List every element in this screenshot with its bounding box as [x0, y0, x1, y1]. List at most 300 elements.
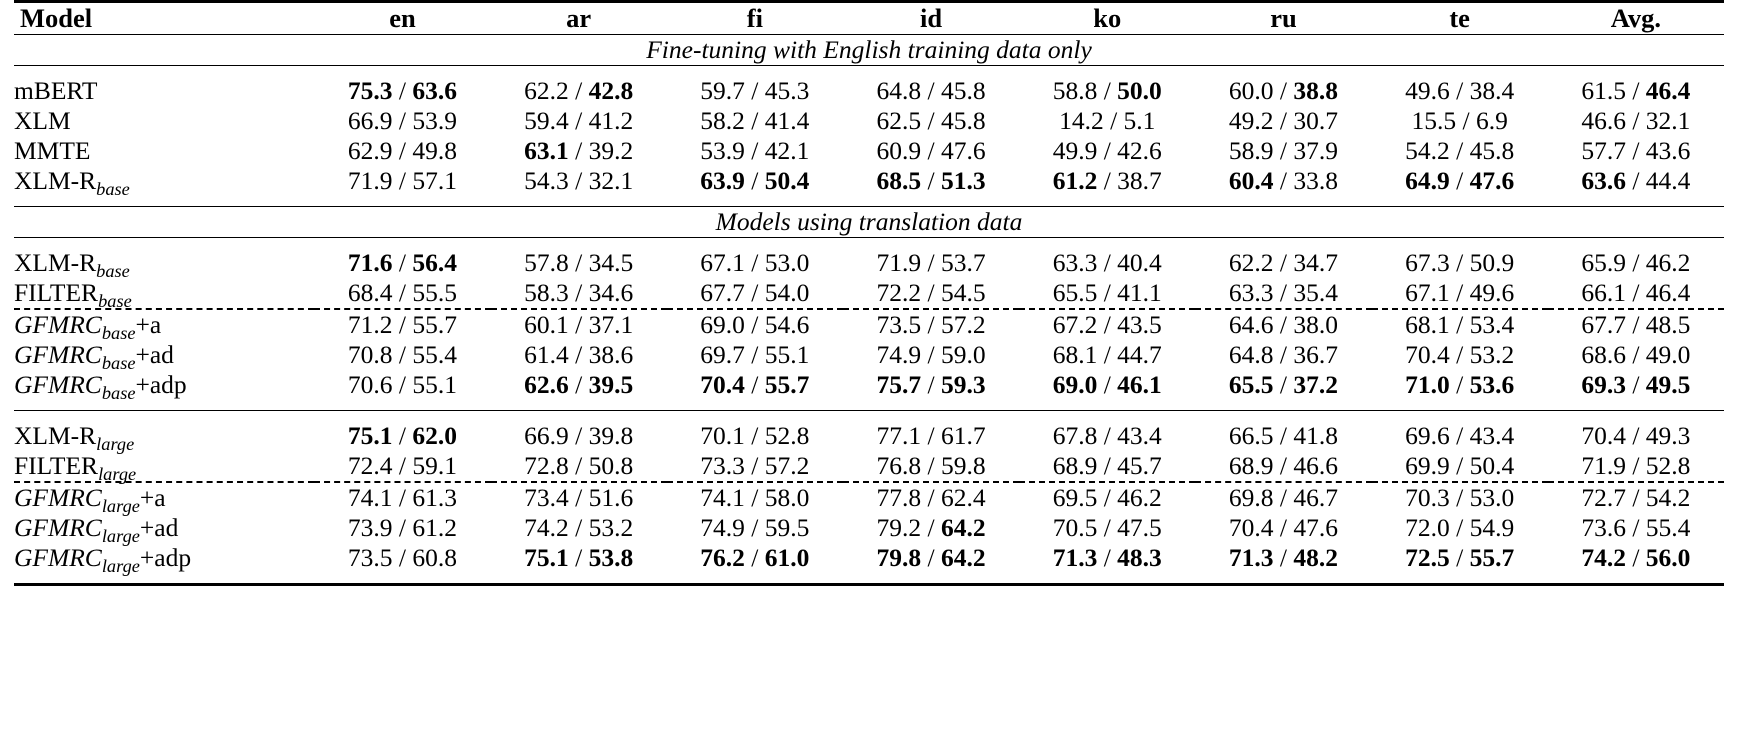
- model-name-cell: [14, 340, 314, 373]
- em-score: 42.8: [588, 76, 634, 105]
- f1-score: 61.4: [524, 340, 569, 369]
- score-separator: /: [744, 340, 765, 369]
- model-base-name: FILTER: [14, 451, 99, 480]
- em-score: 53.2: [588, 513, 634, 542]
- score-cell: [1372, 309, 1548, 340]
- f1-score: 79.2: [876, 513, 922, 542]
- score-separator: /: [744, 310, 765, 339]
- f1-score: 73.6: [1581, 513, 1626, 542]
- score-cell: [314, 166, 490, 196]
- em-score: 46.4: [1645, 76, 1691, 105]
- model-size-subscript: base: [101, 382, 136, 403]
- score-separator: /: [568, 136, 589, 165]
- em-score: 32.1: [588, 166, 634, 195]
- row-gap: [14, 400, 1724, 411]
- score-separator: /: [392, 248, 413, 277]
- f1-score: 72.7: [1581, 483, 1626, 512]
- em-score: 48.5: [1645, 310, 1691, 339]
- f1-score: 75.1: [524, 543, 569, 572]
- score-separator: /: [744, 136, 765, 165]
- model-variant-suffix: +adp: [135, 370, 187, 399]
- table-row: [14, 76, 1724, 106]
- score-separator: /: [744, 370, 765, 399]
- model-variant-suffix: +a: [135, 310, 162, 339]
- score-cell: [667, 340, 843, 370]
- em-score: 59.0: [940, 340, 986, 369]
- section-title: Fine-tuning with English training data only: [646, 35, 1092, 64]
- f1-score: 66.9: [524, 421, 569, 450]
- em-score: 34.5: [588, 248, 634, 277]
- em-score: 42.1: [764, 136, 810, 165]
- em-score: 46.7: [1293, 483, 1338, 512]
- f1-score: 71.9: [1581, 451, 1626, 480]
- score-cell: [491, 513, 667, 543]
- score-cell: [1372, 421, 1548, 451]
- em-score: 61.0: [764, 543, 810, 572]
- em-score: 58.0: [764, 483, 810, 512]
- score-cell: [667, 136, 843, 166]
- model-size-subscript: base: [101, 322, 136, 343]
- em-score: 35.4: [1293, 278, 1338, 307]
- score-cell: [843, 370, 1019, 400]
- em-score: 59.1: [412, 451, 457, 480]
- score-separator: /: [1625, 166, 1646, 195]
- table-row: [14, 513, 1724, 543]
- f1-score: 66.1: [1581, 278, 1626, 307]
- f1-score: 75.7: [876, 370, 922, 399]
- em-score: 53.7: [940, 248, 986, 277]
- score-separator: /: [1273, 278, 1294, 307]
- score-separator: /: [921, 136, 941, 165]
- score-cell: [667, 513, 843, 543]
- score-cell: [491, 309, 667, 340]
- f1-score: 73.3: [700, 451, 745, 480]
- f1-score: 60.4: [1228, 166, 1274, 195]
- score-separator: /: [921, 278, 941, 307]
- f1-score: 72.4: [347, 451, 393, 480]
- em-score: 48.2: [1293, 543, 1338, 572]
- model-name-cell: [14, 451, 314, 482]
- score-separator: /: [392, 451, 413, 480]
- em-score: 46.6: [1293, 451, 1338, 480]
- em-score: 33.8: [1293, 166, 1338, 195]
- model-base-name: GFMRC: [14, 543, 102, 572]
- f1-score: 64.8: [876, 76, 922, 105]
- results-table: [14, 0, 1724, 586]
- score-separator: /: [1625, 76, 1646, 105]
- f1-score: 68.1: [1405, 310, 1450, 339]
- f1-score: 57.8: [524, 248, 569, 277]
- score-cell: [1195, 136, 1371, 166]
- em-score: 34.6: [588, 278, 634, 307]
- score-separator: /: [1449, 310, 1470, 339]
- em-score: 30.7: [1293, 106, 1338, 135]
- em-score: 46.2: [1645, 248, 1691, 277]
- score-separator: /: [1449, 513, 1470, 542]
- em-score: 39.8: [588, 421, 634, 450]
- score-separator: /: [392, 136, 413, 165]
- f1-score: 71.6: [347, 248, 393, 277]
- f1-score: 61.2: [1052, 166, 1098, 195]
- score-separator: /: [744, 248, 765, 277]
- f1-score: 68.9: [1052, 451, 1098, 480]
- f1-score: 70.4: [1581, 421, 1626, 450]
- em-score: 57.1: [412, 166, 457, 195]
- score-cell: [1019, 340, 1195, 370]
- em-score: 47.6: [1293, 513, 1338, 542]
- score-separator: /: [392, 106, 413, 135]
- f1-score: 71.3: [1228, 543, 1274, 572]
- table-body: [14, 2, 1724, 587]
- model-base-name: XLM: [14, 106, 71, 135]
- em-score: 50.9: [1469, 248, 1515, 277]
- em-score: 43.6: [1645, 136, 1691, 165]
- score-separator: /: [1449, 248, 1470, 277]
- score-separator: /: [921, 483, 941, 512]
- f1-score: 67.2: [1052, 310, 1098, 339]
- em-score: 39.2: [588, 136, 634, 165]
- em-score: 53.6: [1469, 370, 1515, 399]
- f1-score: 62.6: [524, 370, 569, 399]
- f1-score: 75.1: [347, 421, 393, 450]
- model-name-cell: [14, 278, 314, 309]
- f1-score: 49.9: [1052, 136, 1098, 165]
- score-separator: /: [921, 248, 941, 277]
- row-gap-cell: [14, 400, 1724, 411]
- table-row: [14, 166, 1724, 196]
- score-separator: /: [392, 76, 413, 105]
- score-separator: /: [1097, 310, 1118, 339]
- em-score: 40.4: [1117, 248, 1162, 277]
- f1-score: 68.4: [347, 278, 393, 307]
- score-cell: [1195, 309, 1371, 340]
- f1-score: 75.3: [347, 76, 393, 105]
- f1-score: 62.2: [524, 76, 569, 105]
- score-cell: [667, 370, 843, 400]
- score-cell: [843, 421, 1019, 451]
- score-cell: [314, 370, 490, 400]
- score-separator: /: [568, 421, 589, 450]
- em-score: 63.6: [412, 76, 457, 105]
- score-cell: [491, 248, 667, 278]
- em-score: 59.5: [764, 513, 810, 542]
- score-separator: /: [1625, 513, 1646, 542]
- score-cell: [1372, 136, 1548, 166]
- score-separator: /: [1097, 166, 1118, 195]
- score-separator: /: [744, 166, 765, 195]
- f1-score: 77.8: [876, 483, 922, 512]
- em-score: 50.8: [588, 451, 634, 480]
- f1-score: 72.2: [876, 278, 922, 307]
- score-separator: /: [392, 278, 413, 307]
- score-cell: [843, 76, 1019, 106]
- f1-score: 68.1: [1052, 340, 1098, 369]
- f1-score: 67.7: [1581, 310, 1626, 339]
- score-separator: /: [1273, 310, 1294, 339]
- score-separator: /: [1625, 310, 1646, 339]
- f1-score: 65.5: [1228, 370, 1274, 399]
- f1-score: 70.3: [1405, 483, 1450, 512]
- f1-score: 72.8: [524, 451, 569, 480]
- f1-score: 69.0: [700, 310, 745, 339]
- column-header-ko: ko: [1093, 3, 1122, 33]
- em-score: 49.3: [1645, 421, 1691, 450]
- f1-score: 14.2: [1059, 106, 1104, 135]
- score-cell: [1019, 76, 1195, 106]
- f1-score: 63.1: [524, 136, 569, 165]
- score-separator: /: [1097, 340, 1118, 369]
- score-cell: [1548, 451, 1724, 482]
- em-score: 42.6: [1117, 136, 1162, 165]
- score-cell: [843, 309, 1019, 340]
- f1-score: 62.2: [1228, 248, 1274, 277]
- model-size-subscript: large: [101, 525, 140, 546]
- row-gap-cell: [14, 573, 1724, 585]
- score-cell: [491, 370, 667, 400]
- score-separator: /: [921, 166, 941, 195]
- f1-score: 74.1: [700, 483, 745, 512]
- f1-score: 67.7: [700, 278, 745, 307]
- em-score: 43.4: [1469, 421, 1515, 450]
- em-score: 64.2: [940, 543, 986, 572]
- em-score: 38.8: [1293, 76, 1338, 105]
- score-cell: [1019, 309, 1195, 340]
- score-separator: /: [568, 513, 589, 542]
- score-separator: /: [1273, 106, 1294, 135]
- score-cell: [1019, 543, 1195, 573]
- score-separator: /: [1625, 248, 1646, 277]
- em-score: 52.8: [1645, 451, 1691, 480]
- em-score: 57.2: [764, 451, 810, 480]
- f1-score: 64.9: [1405, 166, 1450, 195]
- score-separator: /: [1449, 543, 1470, 572]
- score-cell: [843, 248, 1019, 278]
- score-cell: [1195, 278, 1371, 309]
- model-variant-suffix: +adp: [139, 543, 192, 572]
- score-separator: /: [744, 106, 765, 135]
- score-separator: /: [1103, 106, 1124, 135]
- model-variant-suffix: +ad: [139, 513, 179, 542]
- f1-score: 53.9: [700, 136, 745, 165]
- model-name-cell: [14, 106, 314, 136]
- f1-score: 69.5: [1052, 483, 1098, 512]
- model-base-name: XLM-R: [14, 421, 97, 450]
- em-score: 55.7: [1469, 543, 1515, 572]
- section-title-row: [14, 207, 1724, 238]
- column-header-model: Model: [20, 3, 93, 33]
- score-separator: /: [1097, 513, 1118, 542]
- em-score: 49.5: [1645, 370, 1691, 399]
- em-score: 60.8: [412, 543, 457, 572]
- f1-score: 15.5: [1411, 106, 1457, 135]
- em-score: 53.9: [412, 106, 457, 135]
- f1-score: 63.9: [700, 166, 745, 195]
- em-score: 53.2: [1469, 340, 1515, 369]
- score-cell: [1195, 340, 1371, 370]
- score-separator: /: [1097, 370, 1118, 399]
- f1-score: 58.3: [524, 278, 569, 307]
- score-cell: [1548, 482, 1724, 513]
- f1-score: 69.7: [700, 340, 745, 369]
- em-score: 49.6: [1469, 278, 1515, 307]
- f1-score: 67.8: [1052, 421, 1098, 450]
- row-gap-cell: [14, 196, 1724, 207]
- score-separator: /: [744, 421, 765, 450]
- score-separator: /: [568, 248, 589, 277]
- score-cell: [1548, 106, 1724, 136]
- score-separator: /: [568, 451, 589, 480]
- em-score: 41.2: [588, 106, 634, 135]
- model-base-name: FILTER: [14, 278, 99, 307]
- score-separator: /: [1097, 483, 1118, 512]
- f1-score: 67.3: [1405, 248, 1450, 277]
- f1-score: 68.9: [1228, 451, 1274, 480]
- model-name-cell: [14, 136, 314, 166]
- em-score: 45.3: [764, 76, 810, 105]
- table-row: [14, 340, 1724, 370]
- score-cell: [1548, 421, 1724, 451]
- score-separator: /: [392, 310, 413, 339]
- score-separator: /: [1273, 451, 1294, 480]
- model-base-name: GFMRC: [14, 370, 102, 399]
- em-score: 45.8: [940, 106, 986, 135]
- model-name-cell: [14, 421, 314, 454]
- score-separator: /: [1456, 106, 1476, 135]
- score-cell: [314, 76, 490, 106]
- score-cell: [314, 421, 490, 451]
- score-separator: /: [921, 513, 941, 542]
- column-header-ru: ru: [1270, 3, 1297, 33]
- em-score: 43.4: [1117, 421, 1162, 450]
- f1-score: 74.2: [524, 513, 569, 542]
- f1-score: 54.3: [524, 166, 569, 195]
- score-cell: [843, 451, 1019, 482]
- score-cell: [1195, 482, 1371, 513]
- score-separator: /: [1625, 421, 1646, 450]
- model-size-subscript: base: [101, 352, 136, 373]
- score-separator: /: [1449, 136, 1470, 165]
- f1-score: 54.2: [1405, 136, 1450, 165]
- score-separator: /: [744, 483, 765, 512]
- em-score: 54.2: [1645, 483, 1691, 512]
- em-score: 51.6: [588, 483, 634, 512]
- score-cell: [1372, 106, 1548, 136]
- score-cell: [1548, 278, 1724, 309]
- score-separator: /: [1625, 370, 1646, 399]
- em-score: 37.1: [588, 310, 634, 339]
- score-separator: /: [1273, 543, 1294, 572]
- table-row: [14, 248, 1724, 278]
- em-score: 46.2: [1117, 483, 1162, 512]
- score-cell: [667, 309, 843, 340]
- f1-score: 58.2: [700, 106, 745, 135]
- em-score: 54.0: [764, 278, 810, 307]
- score-cell: [1195, 421, 1371, 451]
- score-cell: [314, 248, 490, 278]
- f1-score: 64.8: [1228, 340, 1274, 369]
- score-cell: [1019, 248, 1195, 278]
- score-separator: /: [1097, 136, 1118, 165]
- score-separator: /: [392, 483, 413, 512]
- score-separator: /: [392, 421, 413, 450]
- f1-score: 58.9: [1228, 136, 1274, 165]
- score-separator: /: [1449, 76, 1470, 105]
- em-score: 55.4: [1645, 513, 1691, 542]
- score-cell: [1548, 166, 1724, 196]
- column-header-id: id: [920, 3, 943, 33]
- table-row: [14, 278, 1724, 309]
- model-size-subscript: base: [96, 260, 130, 281]
- score-separator: /: [392, 543, 413, 572]
- score-separator: /: [1625, 340, 1646, 369]
- em-score: 39.5: [588, 370, 634, 399]
- f1-score: 72.0: [1405, 513, 1450, 542]
- score-cell: [1195, 370, 1371, 400]
- f1-score: 49.2: [1228, 106, 1274, 135]
- score-separator: /: [1449, 166, 1470, 195]
- score-cell: [491, 166, 667, 196]
- score-separator: /: [1273, 513, 1294, 542]
- table-header-row: [14, 3, 1724, 35]
- em-score: 38.0: [1293, 310, 1338, 339]
- em-score: 47.6: [1469, 166, 1515, 195]
- score-separator: /: [568, 278, 589, 307]
- score-cell: [1548, 136, 1724, 166]
- score-cell: [1195, 543, 1371, 573]
- score-cell: [314, 513, 490, 543]
- section-title-row: [14, 35, 1724, 66]
- f1-score: 64.6: [1228, 310, 1274, 339]
- score-cell: [491, 451, 667, 482]
- score-cell: [1019, 513, 1195, 543]
- score-cell: [1372, 278, 1548, 309]
- em-score: 61.2: [412, 513, 457, 542]
- table-row: [14, 543, 1724, 573]
- score-cell: [314, 340, 490, 370]
- em-score: 41.4: [764, 106, 810, 135]
- score-cell: [843, 513, 1019, 543]
- score-separator: /: [1625, 278, 1646, 307]
- em-score: 53.8: [588, 543, 634, 572]
- score-separator: /: [1625, 136, 1646, 165]
- score-separator: /: [392, 166, 413, 195]
- em-score: 55.4: [412, 340, 457, 369]
- model-size-subscript: large: [101, 495, 140, 516]
- em-score: 37.2: [1293, 370, 1338, 399]
- f1-score: 73.9: [347, 513, 393, 542]
- f1-score: 57.7: [1581, 136, 1626, 165]
- f1-score: 73.5: [876, 310, 922, 339]
- f1-score: 74.9: [700, 513, 745, 542]
- f1-score: 46.6: [1581, 106, 1626, 135]
- em-score: 6.9: [1475, 106, 1508, 135]
- em-score: 48.3: [1117, 543, 1162, 572]
- em-score: 59.3: [940, 370, 986, 399]
- em-score: 52.8: [764, 421, 810, 450]
- f1-score: 74.2: [1581, 543, 1626, 572]
- score-separator: /: [1625, 451, 1646, 480]
- f1-score: 69.9: [1405, 451, 1450, 480]
- f1-score: 60.9: [876, 136, 922, 165]
- score-separator: /: [1097, 543, 1118, 572]
- column-header-te: te: [1449, 3, 1470, 33]
- row-gap-cell: [14, 238, 1724, 248]
- em-score: 45.8: [940, 76, 986, 105]
- f1-score: 59.4: [524, 106, 569, 135]
- em-score: 64.2: [940, 513, 986, 542]
- em-score: 45.8: [1469, 136, 1515, 165]
- em-score: 56.0: [1645, 543, 1691, 572]
